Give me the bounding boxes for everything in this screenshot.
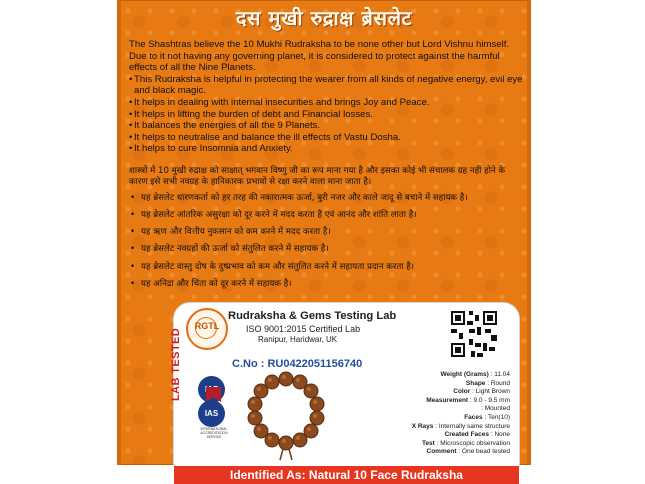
hindi-description xyxy=(129,166,524,293)
hindi-benefit-item: • यह ब्रेसलेट वास्तु दोष के दुष्प्रभाव को कम और संतुलित करने में सहायता प्रदान करता है। xyxy=(129,259,524,276)
spec-row: Shape : Round xyxy=(465,379,510,387)
identification-banner: Identified As: Natural 10 Face Rudraksha xyxy=(174,466,519,484)
spec-row: Measurement : 9.0 - 9.5 mm xyxy=(426,396,510,404)
lab-address: Ranipur, Haridwar, UK xyxy=(258,335,338,344)
hindi-benefit-item: • यह अनिद्रा और चिंता को दूर करने में सहायक है। xyxy=(129,276,524,293)
hindi-benefits-list xyxy=(129,190,524,293)
english-benefit-item: • It helps to neutralise and balance the ill effects of Vastu Dosha. xyxy=(129,132,524,144)
qr-code-icon[interactable] xyxy=(449,309,499,359)
english-description xyxy=(129,39,524,155)
hindi-benefit-item: • यह ऋण और वित्तीय नुकसान को कम करने में मदद करता है। xyxy=(129,224,524,241)
english-benefit-item: • This Rudraksha is helpful in protecting the wearer from all kinds of negative energy, evil eye and black magic. xyxy=(129,74,524,97)
spec-row: Test : Microscopic observation xyxy=(421,439,510,447)
english-benefit-item: • It balances the energies of all the 9 Planets. xyxy=(129,120,524,132)
lab-logo-mark: RGTL xyxy=(194,321,220,331)
english-benefit-item: • It helps in dealing with internal insecurities and brings Joy and Peace. xyxy=(129,97,524,109)
hindi-benefit-item: • यह ब्रेसलेट आंतरिक असुरक्षा को दूर करने में मदद करता है एवं आनंद और शांति लाता है। xyxy=(129,207,524,224)
spec-row: Weight (Grams) : 11.04 xyxy=(440,371,510,378)
ias-badge: IAS xyxy=(198,400,225,427)
page-title: दस मुखी रुद्राक्ष ब्रेसलेट xyxy=(235,6,413,30)
lab-certificate xyxy=(170,303,519,482)
spec-row: Faces : Ten(10) xyxy=(464,413,510,421)
english-benefit-item: • It helps in lifting the burden of debt and Financial losses. xyxy=(129,109,524,121)
certificate-number: C.No : RU0422051156740 xyxy=(232,358,363,370)
spec-row: X Rays : Internally same structure xyxy=(411,422,510,430)
spec-list xyxy=(330,371,510,457)
english-intro: The Shashtras believe the 10 Mukhi Rudraksha to be none other but Lord Vishnu himself. Due to it not having any governing planet, it is considered to protect against the harmful effects of all the Nine Planets. xyxy=(129,39,510,74)
spec-row: Comment : One bead tested xyxy=(426,448,510,456)
hindi-benefit-item: • यह ब्रेसलेट नवग्रहों की ऊर्जा को संतुलित करने में सहायक है। xyxy=(129,241,524,258)
rudraksha-bracelet-image xyxy=(236,365,336,465)
hindi-benefit-item: • यह ब्रेसलेट धारणकर्ता को हर तरह की नकारात्मक ऊर्जा, बुरी नजर और काले जादू से बचाने में सहायक है। xyxy=(129,190,524,207)
english-benefits-list xyxy=(129,74,524,155)
lab-name: Rudraksha & Gems Testing Lab xyxy=(228,310,397,322)
product-card xyxy=(117,0,531,482)
english-benefit-item: • It helps to cure Insomnia and Anxiety. xyxy=(129,143,524,155)
spec-row: : Mounted xyxy=(481,405,510,413)
lab-iso: ISO 9001:2015 Certified Lab xyxy=(246,324,361,334)
lab-tested-tag: LAB TESTED xyxy=(170,327,182,401)
spec-row: Color : Light Brown xyxy=(453,388,510,396)
lab-logo xyxy=(186,308,228,350)
hindi-intro: शास्त्रों में 10 मुखी रुद्राक्ष को साक्षात् भगवान विष्णु जी का रूप माना गया है और इसका कोई भी संचालक ग्रह नहीं होने के कारण इसे सभी नवग्रह के हानिकारक प्रभावों से रक्षा करने वाला माना जाता है। xyxy=(129,166,506,188)
accreditation-note: INTERNATIONAL ACCREDITATION SERVICE xyxy=(200,427,228,439)
spec-row: Created Faces : None xyxy=(444,431,510,439)
